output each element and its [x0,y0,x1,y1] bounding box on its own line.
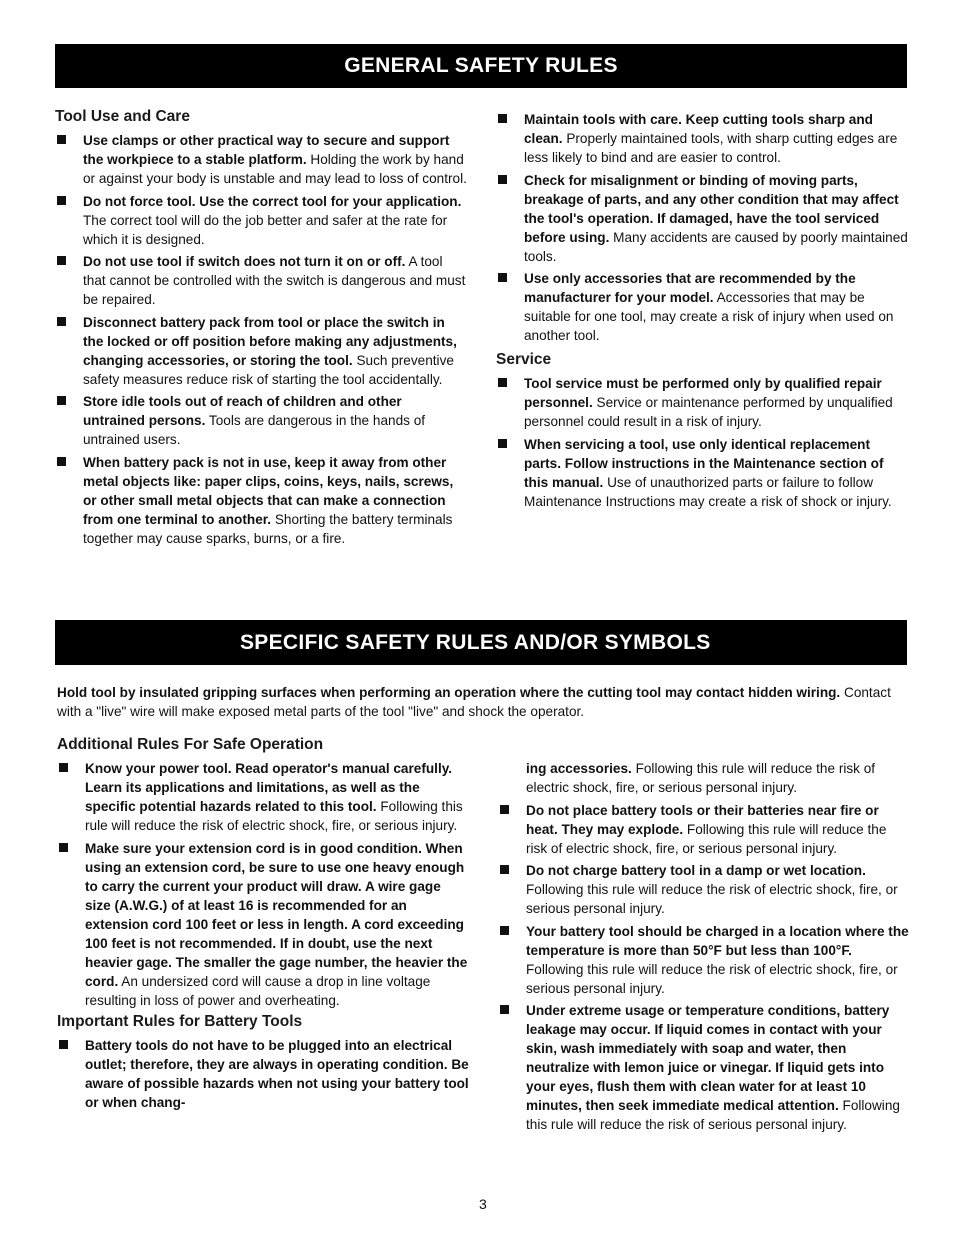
tool-use-column [55,108,467,551]
square-bullet-icon [57,256,66,265]
bullet-item [55,453,467,548]
rule-text: Following this rule will reduce the risk of electric shock, fire, or serious personal injury. [526,821,887,856]
square-bullet-icon [500,1005,509,1014]
continued-paragraph [498,759,910,797]
square-bullet-icon [57,135,66,144]
rule-text: Many accidents are caused by poorly maintained tools. [524,229,908,264]
bullet-item [496,374,908,431]
general-safety-rules-banner [55,44,907,88]
square-bullet-icon [498,439,507,448]
rule-bold: When battery pack is not in use, keep it away from other metal objects like: paper clips, coins, keys, nails, screws, or other small metal objects that can make a connection from one terminal to another. [83,454,454,527]
square-bullet-icon [498,114,507,123]
rule-text: Service or maintenance performed by unqualified personnel could result in a risk of injury. [524,395,893,429]
bullet-item [496,171,908,266]
rule-text: Tools are dangerous in the hands of untrained users. [83,413,426,447]
bullet-item [57,839,469,1010]
banner-title: SPECIFIC SAFETY RULES AND/OR SYMBOLS [240,630,711,654]
service-heading: Service [496,351,552,368]
square-bullet-icon [57,396,66,405]
square-bullet-icon [59,763,68,772]
rule-text: Accessories that may be suitable for one tool, may create a risk of injury when used on another tool. [524,290,894,343]
additional-rules-column [57,736,469,1116]
rule-bold: Disconnect battery pack from tool or place the switch in the locked or off position before making any adjustments, changing accessories, or storing the tool. [83,314,457,368]
rule-bold: Check for misalignment or binding of moving parts, breakage of parts, and any other condition that may affect the tool's operation. If damaged, have the tool serviced before using. [524,172,899,245]
rule-bold: Make sure your extension cord is in good condition. When using an extension cord, be sure to use one heavy enough to carry the current your product will draw. A wire gage size (A.W.G.) of at least 16 is recommended for an extension cord 100 feet or less in length. A cord exceeding 100 feet is not recommended. If in doubt, use the next heavier gage. The smaller the gage number, the heavier the cord. [85,840,468,989]
rule-text: An undersized cord will cause a drop in line voltage resulting in loss of power and overheating. [85,973,431,1008]
bullet-item [498,861,910,918]
rule-bold: Store idle tools out of reach of children and other untrained persons. [83,394,402,428]
rule-text: Following this rule will reduce the risk of electric shock, fire, or serious personal injury. [526,961,898,996]
additional-rules-heading: Additional Rules For Safe Operation [57,736,324,753]
bullet-item [55,252,467,309]
rule-bold: Under extreme usage or temperature conditions, battery leakage may occur. If liquid comes in contact with your skin, wash immediately with soap and water, then neutralize with lemon juice or vinegar. If liquid gets into your eyes, flush them with clean water for at least 10 minutes, then seek immediate medical attention. [526,1003,890,1113]
rule-text: Following this rule will reduce the risk of electric shock, fire, or serious injury. [85,799,463,833]
square-bullet-icon [500,926,509,935]
rule-bold: Use clamps or other practical way to secure and support the workpiece to a stable platform. [83,133,450,167]
banner-title: GENERAL SAFETY RULES [344,54,618,77]
bullet-item [496,435,908,511]
rule-bold: Do not force tool. Use the correct tool for your application. [83,193,462,209]
bullet-item [57,1036,469,1112]
rule-bold: Tool service must be performed only by qualified repair personnel. [524,376,882,410]
rule-bold: Do not charge battery tool in a damp or wet location. [526,863,866,878]
tool-use-right-column [496,110,908,514]
square-bullet-icon [57,196,66,205]
rule-text: Following this rule will reduce the risk of electric shock, fire, or serious personal injury. [526,882,898,916]
battery-rules-right-column [498,759,910,1138]
rule-text: A tool that cannot be controlled with the switch is dangerous and must be repaired. [83,254,466,307]
specific-safety-rules-banner [55,620,907,665]
square-bullet-icon [57,317,66,326]
bullet-item [498,801,910,858]
tool-use-heading: Tool Use and Care [55,108,190,125]
square-bullet-icon [500,865,509,874]
bullet-item [57,759,469,835]
continuation-bold: ing accessories. [526,761,632,776]
square-bullet-icon [59,843,68,852]
square-bullet-icon [498,175,507,184]
bullet-item [498,1001,910,1134]
rule-bold: Use only accessories that are recommended by the manufacturer for your model. [524,271,856,305]
rule-bold: Do not place battery tools or their batteries near fire or heat. They may explode. [526,802,879,837]
rule-text: Properly maintained tools, with sharp cutting edges are less likely to bind and are easier to control. [524,131,898,165]
intro-bold: Hold tool by insulated gripping surfaces when performing an operation where the cutting tool may contact hidden wiring. [57,685,841,700]
square-bullet-icon [498,273,507,282]
rule-text: Holding the work by hand or against your body is unstable and may lead to loss of control. [83,152,467,186]
bullet-item [496,110,908,167]
rule-bold: Maintain tools with care. Keep cutting tools sharp and clean. [524,112,873,146]
continuation-text: Following this rule will reduce the risk of electric shock, fire, or serious personal injury. [526,761,876,795]
rule-text: Such preventive safety measures reduce risk of starting the tool accidentally. [83,352,454,387]
square-bullet-icon [57,457,66,466]
bullet-item [496,269,908,345]
insulated-grip-warning [57,683,907,721]
rule-text: The correct tool will do the job better and safer at the rate for which it is designed. [83,212,448,247]
rule-bold: When servicing a tool, use only identical replacement parts. Follow instructions in the Maintenance section of this manual. [524,436,884,490]
bullet-item [498,922,910,998]
square-bullet-icon [500,805,509,814]
battery-rules-heading: Important Rules for Battery Tools [57,1013,303,1030]
rule-text: Following this rule will reduce the risk of serious personal injury. [526,1098,900,1132]
rule-bold: Do not use tool if switch does not turn it on or off. [83,254,406,269]
rule-bold: Your battery tool should be charged in a location where the temperature is more than 50°F but less than 100°F. [526,923,909,958]
rule-bold: Battery tools do not have to be plugged into an electrical outlet; therefore, they are always in operating condition. Be aware of possible hazards when not using your battery tool or when chang- [85,1038,469,1110]
bullet-item [55,392,467,449]
bullet-item [55,313,467,389]
bullet-item [55,131,467,188]
rule-text: Use of unauthorized parts or failure to follow Maintenance Instructions may create a risk of shock or injury. [524,474,892,509]
rule-bold: Know your power tool. Read operator's manual carefully. Learn its applications and limitations, as well as the specific potential hazards related to this tool. [85,761,453,814]
square-bullet-icon [59,1040,68,1049]
intro-text: Contact with a "live" wire will make exposed metal parts of the tool "live" and shock the operator. [57,685,891,719]
rule-text: Shorting the battery terminals together may cause sparks, burns, or a fire. [83,511,453,546]
bullet-item [55,192,467,249]
page-number: 3 [479,1196,487,1212]
square-bullet-icon [498,378,507,387]
